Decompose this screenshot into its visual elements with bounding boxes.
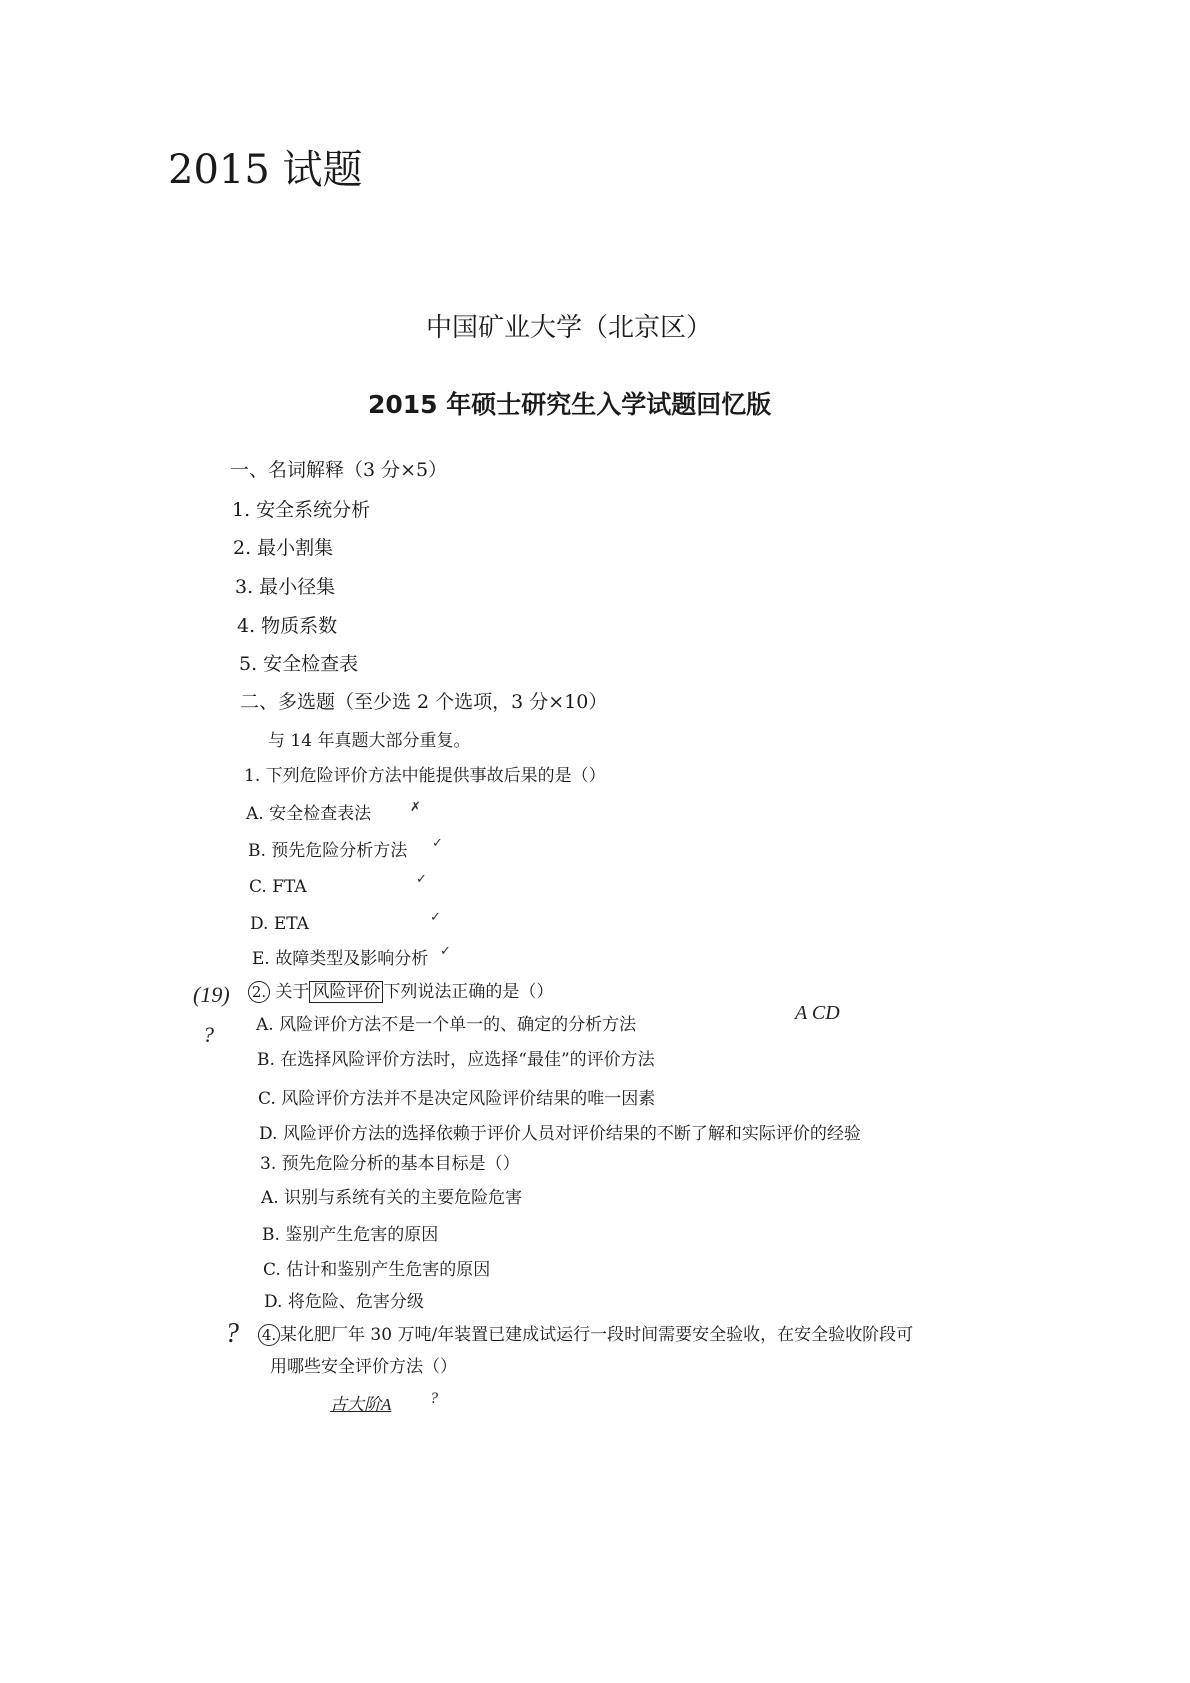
term-item: 3. 最小径集 bbox=[235, 576, 336, 598]
q2-pre: 关于 bbox=[275, 982, 310, 1002]
handwritten-question-mark: ? bbox=[225, 1318, 239, 1349]
handwritten-question-mark: ? bbox=[430, 1390, 438, 1407]
q2-stem bbox=[248, 981, 553, 1003]
exam-title: 2015 年硕士研究生入学试题回忆版 bbox=[368, 390, 772, 419]
q2-option-c: C. 风险评价方法并不是决定风险评价结果的唯一因素 bbox=[258, 1089, 656, 1109]
q2-number: 2. bbox=[248, 981, 270, 1003]
check-mark-icon: ✓ bbox=[432, 836, 443, 851]
q3-option-d: D. 将危险、危害分级 bbox=[264, 1292, 424, 1312]
term-item: 4. 物质系数 bbox=[237, 615, 338, 637]
q3-option-b: B. 鉴别产生危害的原因 bbox=[262, 1225, 439, 1245]
q3-option-c: C. 估计和鉴别产生危害的原因 bbox=[263, 1260, 491, 1280]
q1-option-b: B. 预先危险分析方法 bbox=[248, 841, 408, 861]
q4-line1: 某化肥厂年 30 万吨/年装置已建成试运行一段时间需要安全验收，在安全验收阶段可 bbox=[280, 1325, 914, 1345]
section1-title: 一、名词解释（3 分×5） bbox=[230, 459, 448, 481]
handwritten-answer: 古大阶A bbox=[330, 1395, 392, 1414]
q4-stem bbox=[258, 1324, 913, 1346]
check-mark-icon: ✓ bbox=[440, 944, 451, 959]
handwritten-number: (19) bbox=[193, 982, 230, 1007]
q2-option-d: D. 风险评价方法的选择依赖于评价人员对评价结果的不断了解和实际评价的经验 bbox=[259, 1124, 861, 1144]
q1-option-e: E. 故障类型及影响分析 bbox=[252, 949, 429, 969]
section2-title: 二、多选题（至少选 2 个选项，3 分×10） bbox=[240, 691, 608, 713]
term-item: 1. 安全系统分析 bbox=[232, 499, 371, 521]
q1-option-a: A. 安全检查表法 bbox=[246, 804, 372, 824]
q3-stem: 3. 预先危险分析的基本目标是（） bbox=[260, 1154, 520, 1174]
check-mark-icon: ✓ bbox=[416, 872, 427, 887]
q1-option-c: C. FTA bbox=[249, 877, 307, 897]
handwritten-answer: A CD bbox=[795, 1002, 840, 1024]
check-mark-icon: ✓ bbox=[430, 910, 441, 925]
q4-line2: 用哪些安全评价方法（） bbox=[270, 1357, 457, 1377]
q4-number: 4. bbox=[258, 1324, 280, 1346]
page-heading: 2015 试题 bbox=[168, 147, 363, 193]
q2-boxed-term: 风险评价 bbox=[309, 981, 383, 1003]
term-item: 2. 最小割集 bbox=[233, 537, 334, 559]
q1-option-d: D. ETA bbox=[250, 914, 309, 934]
handwritten-question-mark: ? bbox=[203, 1022, 214, 1047]
q2-post: 下列说法正确的是（） bbox=[383, 982, 554, 1002]
q2-option-a: A. 风险评价方法不是一个单一的、确定的分析方法 bbox=[256, 1015, 637, 1035]
cross-mark-icon: ✗ bbox=[410, 800, 421, 815]
q2-option-b: B. 在选择风险评价方法时，应选择“最佳”的评价方法 bbox=[257, 1050, 655, 1070]
q1-stem: 1. 下列危险评价方法中能提供事故后果的是（） bbox=[244, 766, 606, 786]
university-name: 中国矿业大学（北京区） bbox=[426, 313, 713, 343]
term-item: 5. 安全检查表 bbox=[239, 653, 359, 675]
q3-option-a: A. 识别与系统有关的主要危险危害 bbox=[261, 1188, 523, 1208]
section2-note: 与 14 年真题大部分重复。 bbox=[268, 731, 471, 751]
